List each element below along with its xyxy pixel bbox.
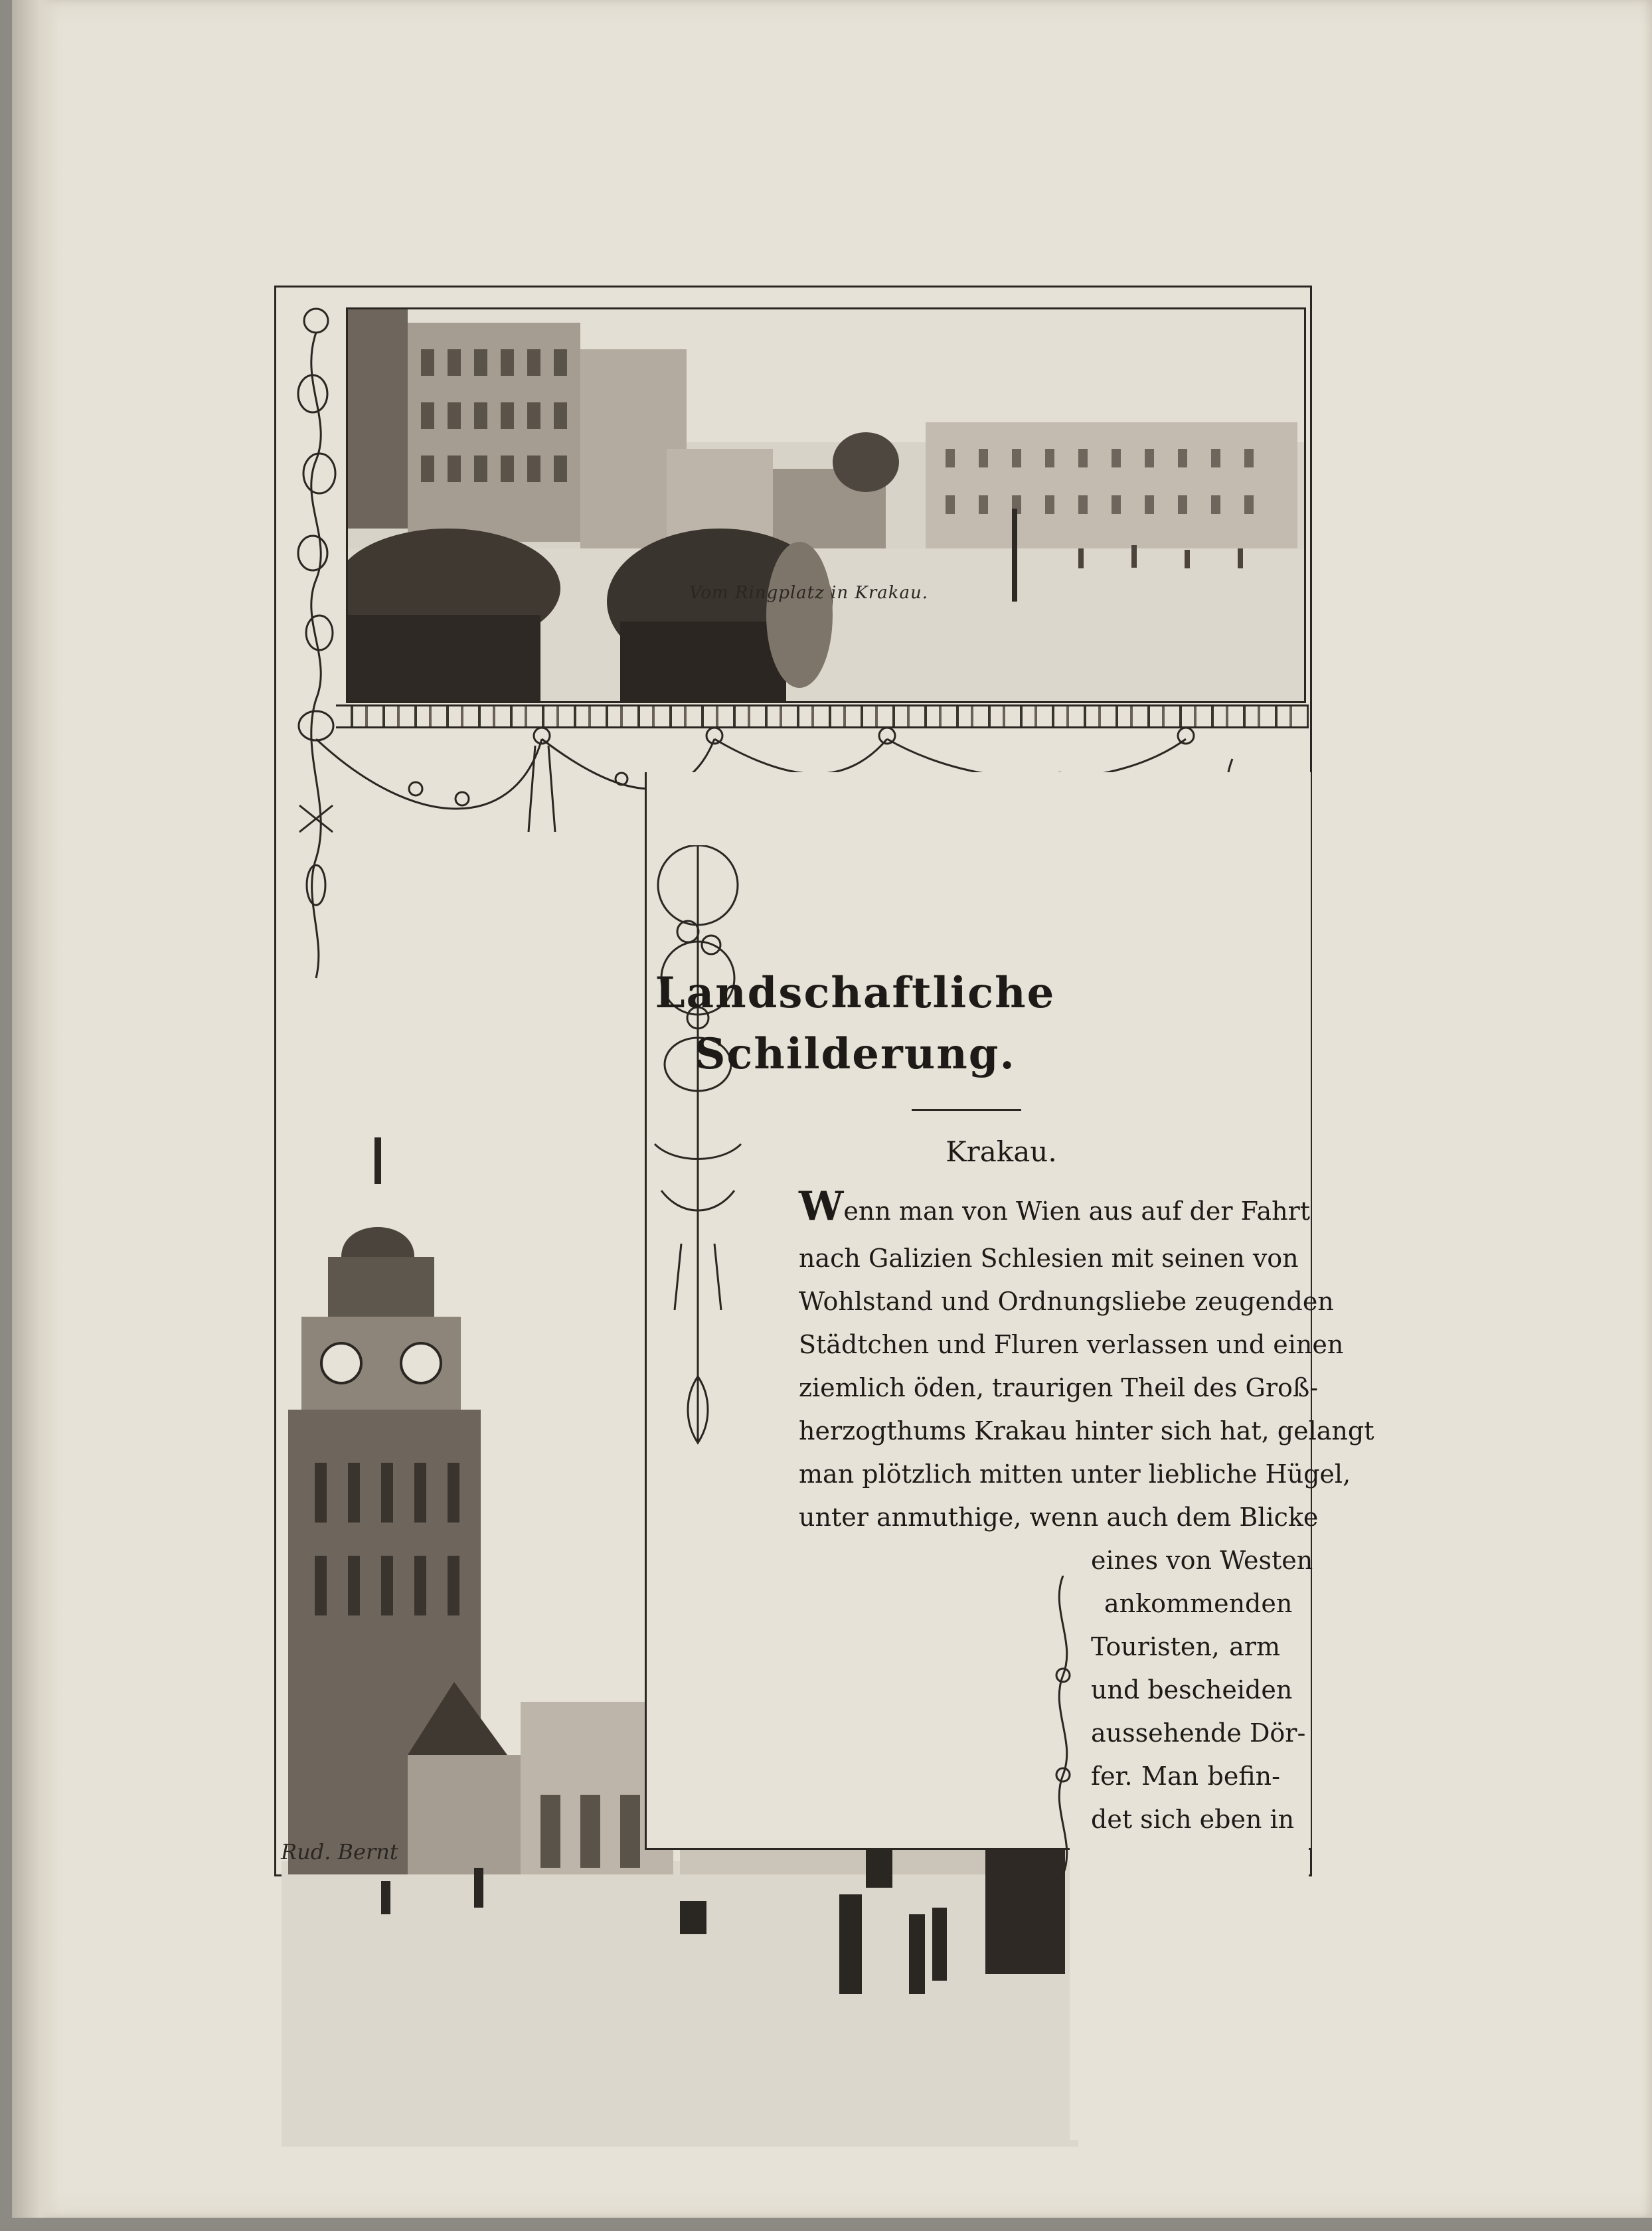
side-ribbon-ornament [1046, 1576, 1080, 1874]
book-page [12, 0, 1652, 2218]
title-divider [912, 1109, 1021, 1111]
body-line-5: ziemlich öden, traurigen Theil des Groß- [799, 1373, 1319, 1402]
body-line-13: aussehende Dör- [1091, 1718, 1306, 1748]
page-gutter [12, 0, 58, 2218]
body-line-8: unter anmuthige, wenn auch dem Blicke [799, 1503, 1319, 1532]
body-text: enn man von Wien aus auf der Fahrt [843, 1197, 1311, 1226]
title-line-1: Landschaftliche [655, 968, 1056, 1018]
body-line-11: Touristen, arm [1091, 1632, 1280, 1661]
market-square-image [348, 309, 1304, 701]
body-line-12: und bescheiden [1091, 1675, 1293, 1704]
image-caption: Vom Ringplatz in Krakau. [689, 583, 929, 603]
left-garland-ornament [286, 301, 346, 985]
body-line-7: man plötzlich mitten unter liebliche Hügel, [799, 1459, 1351, 1489]
body-line-4: Städtchen und Fluren verlassen und einen [799, 1330, 1344, 1359]
body-line-1 [799, 1183, 1311, 1231]
body-line-10: ankommenden [1104, 1589, 1293, 1618]
body-line-2: nach Galizien Schlesien mit seinen von [799, 1244, 1299, 1273]
market-square-engraving [346, 307, 1306, 703]
text-panel-tail [1070, 1848, 1309, 2140]
body-line-3: Wohlstand und Ordnungsliebe zeugenden [799, 1287, 1334, 1316]
drop-cap: W [799, 1183, 844, 1230]
ribbon-garland-ornament [648, 845, 748, 1456]
body-line-9: eines von Westen [1091, 1546, 1313, 1575]
artist-signature: Rud. Bernt [281, 1839, 398, 1864]
body-line-15: det sich eben in [1091, 1805, 1295, 1834]
section-heading: Krakau. [946, 1135, 1057, 1168]
ornamental-frieze [336, 704, 1309, 728]
body-line-6: herzogthums Krakau hinter sich hat, gelangt [799, 1416, 1374, 1446]
title-line-2: Schilderung. [695, 1029, 1016, 1079]
chapter-title [523, 963, 1187, 1085]
body-line-14: fer. Man befin- [1091, 1762, 1280, 1791]
tower-sign: 101 [985, 1590, 1028, 1617]
